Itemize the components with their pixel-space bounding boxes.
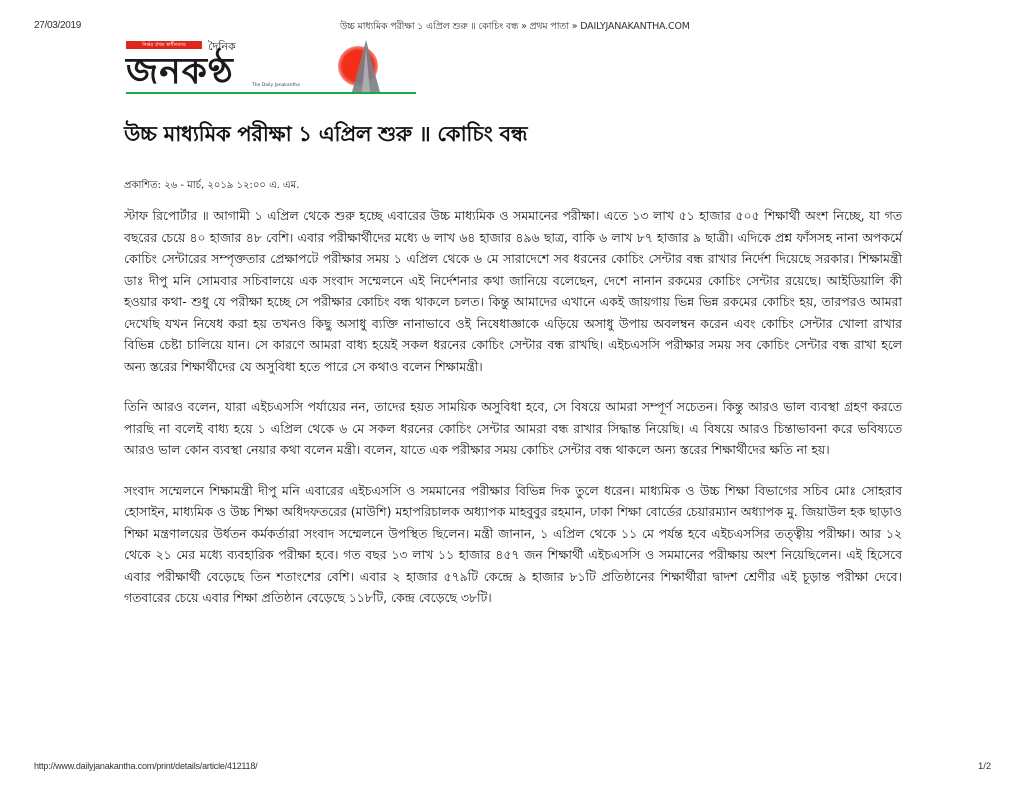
print-source-url: http://www.dailyjanakantha.com/print/details/article/412118/ — [34, 761, 258, 771]
print-page-title: উচ্চ মাধ্যমিক পরীক্ষা ১ এপ্রিল শুরু ॥ কোচিং বন্ধ » প্রথম পাতা » DAILYJANAKANTHA.COM — [340, 21, 690, 32]
published-date: প্রকাশিত: ২৬ - মার্চ, ২০১৯ ১২:০০ এ. এম. — [124, 180, 300, 191]
masthead-brand-subtitle: The Daily Janakantha — [252, 83, 300, 88]
article-paragraph: সংবাদ সম্মেলনে শিক্ষামন্ত্রী দীপু মনি এবারের এইচএসসি ও সমমানের পরীক্ষার বিভিন্ন দিক তুলে ধরেন। মাধ্যমিক ও উচ্চ শিক্ষা বিভাগের সচিব মোঃ সোহরাব হোসাইন, মাধ্যমিক ও উচ্চ শিক্ষা অধিদফতরের (মাউশি) মহাপরিচালক অধ্যাপক মাহবুবুর রহমান, ঢাকা শিক্ষা বোর্ডের চেয়ারম্যান অধ্যাপক মু. জিয়াউল হক ছাড়াও শিক্ষা মন্ত্রণালয়ের উর্ধতন কর্মকর্তারা সংবাদ সম্মেলনে উপস্থিত ছিলেন। মন্ত্রী জানান, ১ এপ্রিল থেকে ১১ মে পর্যন্ত হবে এইচএসসির তত্ত্বীয় পরীক্ষা। আর ১২ থেকে ২১ মের মধ্যে ব্যবহারিক পরীক্ষা হবে। গত বছর ১৩ লাখ ১১ হাজার ৪৫৭ জন শিক্ষার্থী এইচএসসি ও সমমানের পরীক্ষায় অংশ নিয়েছিলেন। এই হিসেবে এবার পরীক্ষার্থী বেড়েছে তিন শতাংশের বেশি। এবার ২ হাজার ৫৭৯টি কেন্দ্রে ৯ হাজার ৮১টি প্রতিষ্ঠানের শিক্ষার্থীরা দ্বাদশ শ্রেণীর এই চূড়ান্ত পরীক্ষা দেবে। গতবারের চেয়ে এবার শিক্ষা প্রতিষ্ঠান বেড়েছে ১১৮টি, কেন্দ্র বেড়েছে ৩৮টি। — [124, 482, 902, 605]
newspaper-masthead-logo — [124, 38, 416, 94]
masthead-divider — [126, 92, 416, 94]
page-number: 1/2 — [978, 761, 992, 772]
masthead-brand-name: জনকণ্ঠ — [126, 50, 234, 92]
print-date: 27/03/2019 — [34, 20, 82, 31]
monument-highlight — [362, 48, 370, 92]
article-body — [124, 205, 902, 628]
article-paragraph: তিনি আরও বলেন, যারা এইচএসসি পর্যায়ের নন, তাদের হয়ত সাময়িক অসুবিধা হবে, সে বিষয়ে আমরা সম্পূর্ণ সচেতন। কিন্তু আরও ভাল ব্যবস্থা গ্রহণ করতে পারছি না বলেই বাধ্য হয়ে ১ এপ্রিল থেকে ৬ মে সকল ধরনের কোচিং সেন্টার আমরা বন্ধ রাখার সিদ্ধান্ত নিয়েছি। এ বিষয়ে আরও চিন্তাভাবনা করে ভবিষ্যতে আরও ভাল কোন ব্যবস্থা নেয়ার কথা বলেন মন্ত্রী। বলেন, যাতে এক পরীক্ষার সময় কোচিং সেন্টার বন্ধ থাকলে অন্য স্তরের শিক্ষার্থীদের ক্ষতি না হয়। — [124, 399, 902, 457]
article-headline: উচ্চ মাধ্যমিক পরীক্ষা ১ এপ্রিল শুরু ॥ কোচিং বন্ধ — [124, 122, 528, 146]
masthead-tagline: নির্ভর প্রথম স্বাধীনতার — [126, 41, 202, 49]
article-paragraph: স্টাফ রিপোর্টার ॥ আগামী ১ এপ্রিল থেকে শুরু হচ্ছে এবারের উচ্চ মাধ্যমিক ও সমমানের পরীক্ষা। এতে ১৩ লাখ ৫১ হাজার ৫০৫ শিক্ষার্থী অংশ নিচ্ছে, যা গত বছরের চেয়ে ৪০ হাজার ৪৮ বেশি। এবার পরীক্ষার্থীদের মধ্যে ৬ লাখ ৬৪ হাজার ৪৯৬ ছাত্র, বাকি ৬ লাখ ৮৭ হাজার ৯ ছাত্রী। এদিকে প্রশ্ন ফাঁসসহ নানা অপকর্মে কোচিং সেন্টারের সম্পৃক্ততার প্রেক্ষাপটে পরীক্ষার সময় ১ এপ্রিল থেকে ৬ মে সারাদেশে সব ধরনের কোচিং সেন্টার বন্ধ রাখার নির্দেশ দিয়েছে সরকার। শিক্ষামন্ত্রী ডাঃ দীপু মনি সোমবার সচিবালয়ে এক সংবাদ সম্মেলনে এই নির্দেশনার কথা জানিয়ে বলেছেন, দেশে নানান রকমের কোচিং সেন্টার রয়েছে। আইডিয়ালি কী হওয়ার কথা- শুধু যে পরীক্ষা হচ্ছে সে পরীক্ষার কোচিং বন্ধ থাকলে চলত। কিন্তু আমাদের এখানে একই জায়গায় ভিন্ন ভিন্ন রকমের কোচিং হয়, তারপরও আমরা দেখেছি যখন নিষেধ করা হয় তখনও কিছু অসাধু ব্যক্তি নানাভাবে ওই নিষেধাজ্ঞাকে এড়িয়ে অসাধু উপায় অবলম্বন করেন এবং কোচিং সেন্টার খোলা রাখার বিভিন্ন চেষ্টা চালিয়ে যান। সে কারণে আমরা বাধ্য হয়েই সকল ধরনের কোচিং সেন্টার বন্ধ রাখছি। এইচএসসি পরীক্ষার সময় সব কোচিং সেন্টার বন্ধ রাখা হলে অন্য স্তরের শিক্ষার্থীদের যে অসুবিধা হতে পারে সে কথাও বলেন শিক্ষামন্ত্রী। — [124, 208, 902, 374]
masthead-brand-prefix: দৈনিক — [208, 40, 236, 53]
